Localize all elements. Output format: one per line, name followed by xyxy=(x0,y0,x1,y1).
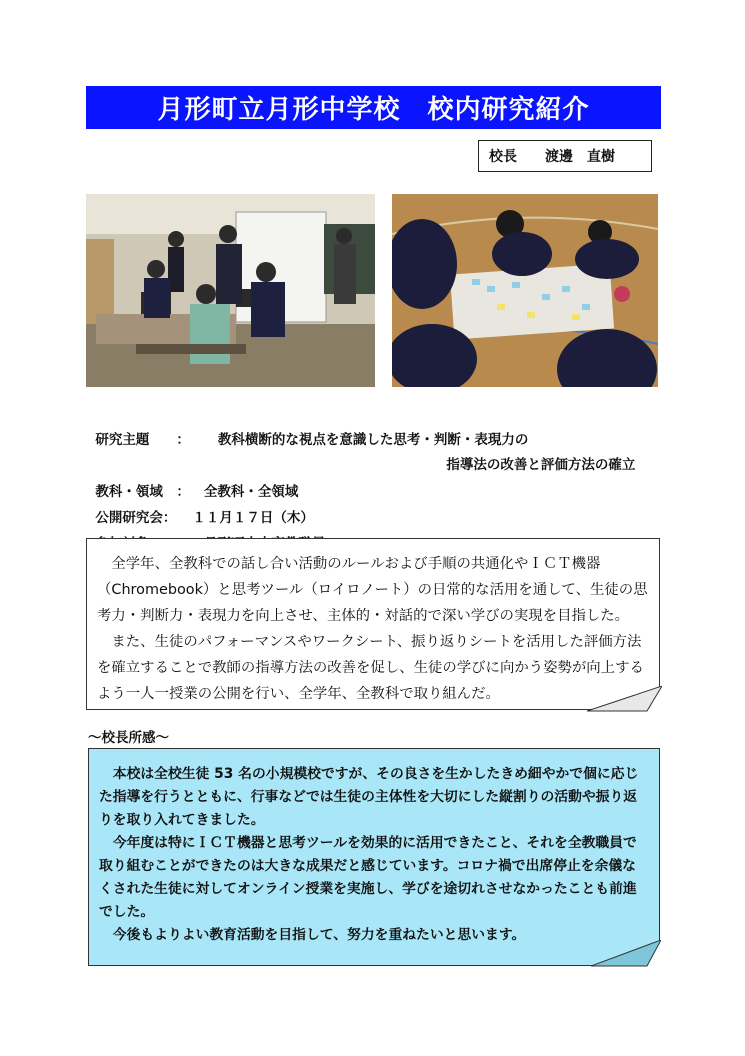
research-theme-line1: 教科横断的な視点を意識した思考・判断・表現力の xyxy=(217,432,529,448)
research-theme-label: 研究主題 ： xyxy=(95,432,190,448)
research-theme-line2-row xyxy=(437,437,635,473)
page-title: 月形町立月形中学校 校内研究紹介 xyxy=(86,86,661,129)
comment-paragraph-3: 今後もよりよい教育活動を目指して、努力を重ねたいと思います。 xyxy=(112,927,526,943)
subject-label: 教科・領域 ： xyxy=(95,484,190,500)
comment-paragraph-2: 今年度は特にＩＣＴ機器と思考ツールを効果的に活用できたこと、それを全教職員で取り組むことができたのは大きな成果だと感じています。コロナ禍で出席停止を余儀なくされた生徒に対してオンライン授業を実施し、学びを途切れさせなかったことも前進でした。 xyxy=(99,835,637,920)
summary-paragraph-1: 全学年、全教科での話し合い活動のルールおよび手順の共通化やＩＣＴ機器（Chromebook）と思考ツール（ロイロノート）の日常的な活用を通して、生徒の思考力・判断力・表現力を向上させ、主体的・対話的で深い学びの実現を目指した。 xyxy=(97,556,648,624)
principal-name: 校長 渡邊 直樹 xyxy=(489,149,615,165)
subject-value: 全教科・全領域 xyxy=(203,484,299,500)
principal-comment-box xyxy=(88,748,660,966)
principal-name-box xyxy=(478,140,652,172)
page-fold-icon-2 xyxy=(591,940,661,967)
gym-group-work-photo xyxy=(392,194,658,387)
comment-paragraph-1: 本校は全校生徒 53 名の小規模校ですが、その良さを生かしたきめ細やかで個に応じた指導を行うとともに、行事などでは生徒の主体性を大切にした縦割りの活動や振り返りを取り入れてきました。 xyxy=(99,766,639,828)
summary-paragraph-2: また、生徒のパフォーマンスやワークシート、振り返りシートを活用した評価方法を確立することで教師の指導方法の改善を促し、生徒の学びに向かう姿勢が向上するよう一人一授業の公開を行い、全学年、全教科で取り組んだ。 xyxy=(97,634,644,702)
open-lesson-value: １１月１７日（木） xyxy=(192,510,314,526)
research-summary-box xyxy=(86,538,660,710)
research-theme-line2: 指導法の改善と評価方法の確立 xyxy=(446,457,636,473)
classroom-laptops-photo xyxy=(86,194,375,387)
principal-comment-heading: 〜校長所感〜 xyxy=(88,730,169,746)
page-fold-icon xyxy=(587,686,662,712)
open-lesson-label: 公開研究会： xyxy=(95,510,177,526)
